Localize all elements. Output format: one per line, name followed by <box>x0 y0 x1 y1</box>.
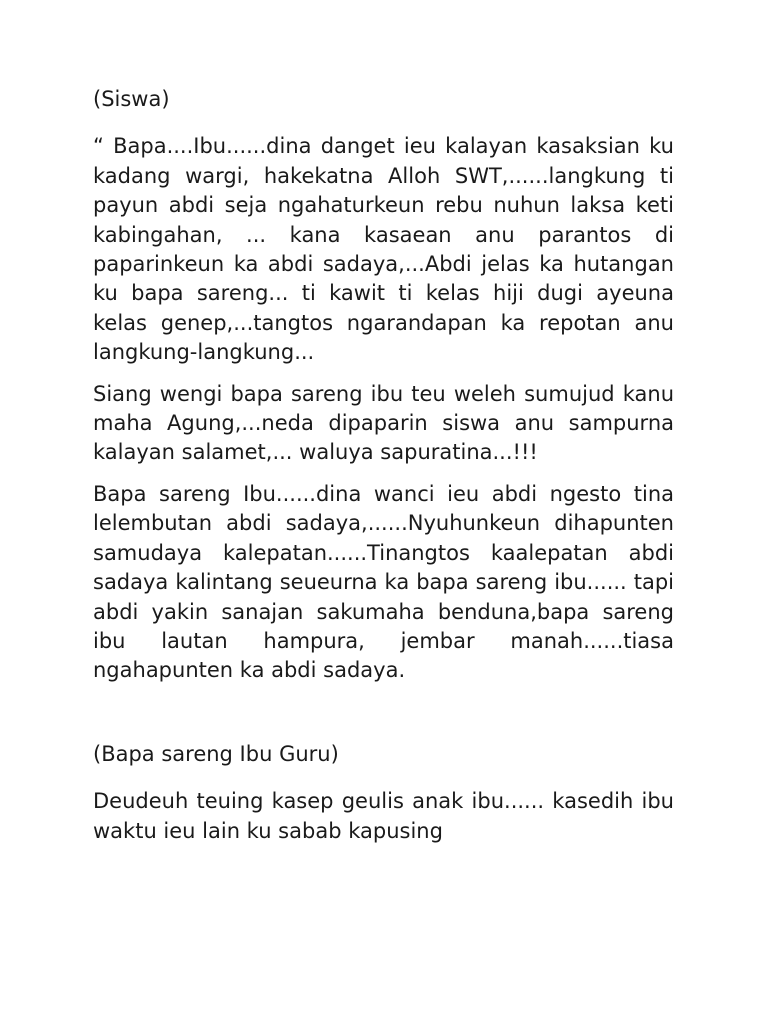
paragraph-1: “ Bapa....Ibu......dina danget ieu kalayan kasaksian ku kadang wargi, hakekatna Alloh SWT,......langkung ti payun abdi seja ngahaturkeun rebu nuhun laksa keti kabingahan, ... kana kasaean anu parantos di paparinkeun ka abdi sadaya,...Abdi jelas ka hutangan ku bapa sareng... ti kawit ti kelas hiji dugi ayeuna kelas genep,...tangtos ngarandapan ka repotan anu langkung-langkung... <box>93 134 674 365</box>
section-heading-guru: (Bapa sareng Ibu Guru) <box>93 741 339 766</box>
paragraph-2: Siang wengi bapa sareng ibu teu weleh sumujud kanu maha Agung,...neda dipaparin siswa anu sampurna kalayan salamet,... waluya sapuratina...!!! <box>93 381 674 465</box>
section-heading-siswa: (Siswa) <box>93 87 170 111</box>
paragraph-4: Deudeuh teuing kasep geulis anak ibu...... kasedih ibu waktu ieu lain ku sabab kapusing <box>93 789 674 843</box>
section-spacer <box>93 698 674 740</box>
paragraph-3: Bapa sareng Ibu......dina wanci ieu abdi ngesto tina lelembutan abdi sadaya,......Nyuhunkeun dihapunten samudaya kalepatan......Tinangtos kaalepatan abdi sadaya kalintang seueurna ka bapa sareng ibu...... tapi abdi yakin sanajan sakumaha benduna,bapa sareng ibu lautan hampura, jembar manah......tiasa ngahapunten ka abdi sadaya. <box>93 481 674 683</box>
document-body <box>93 85 674 858</box>
